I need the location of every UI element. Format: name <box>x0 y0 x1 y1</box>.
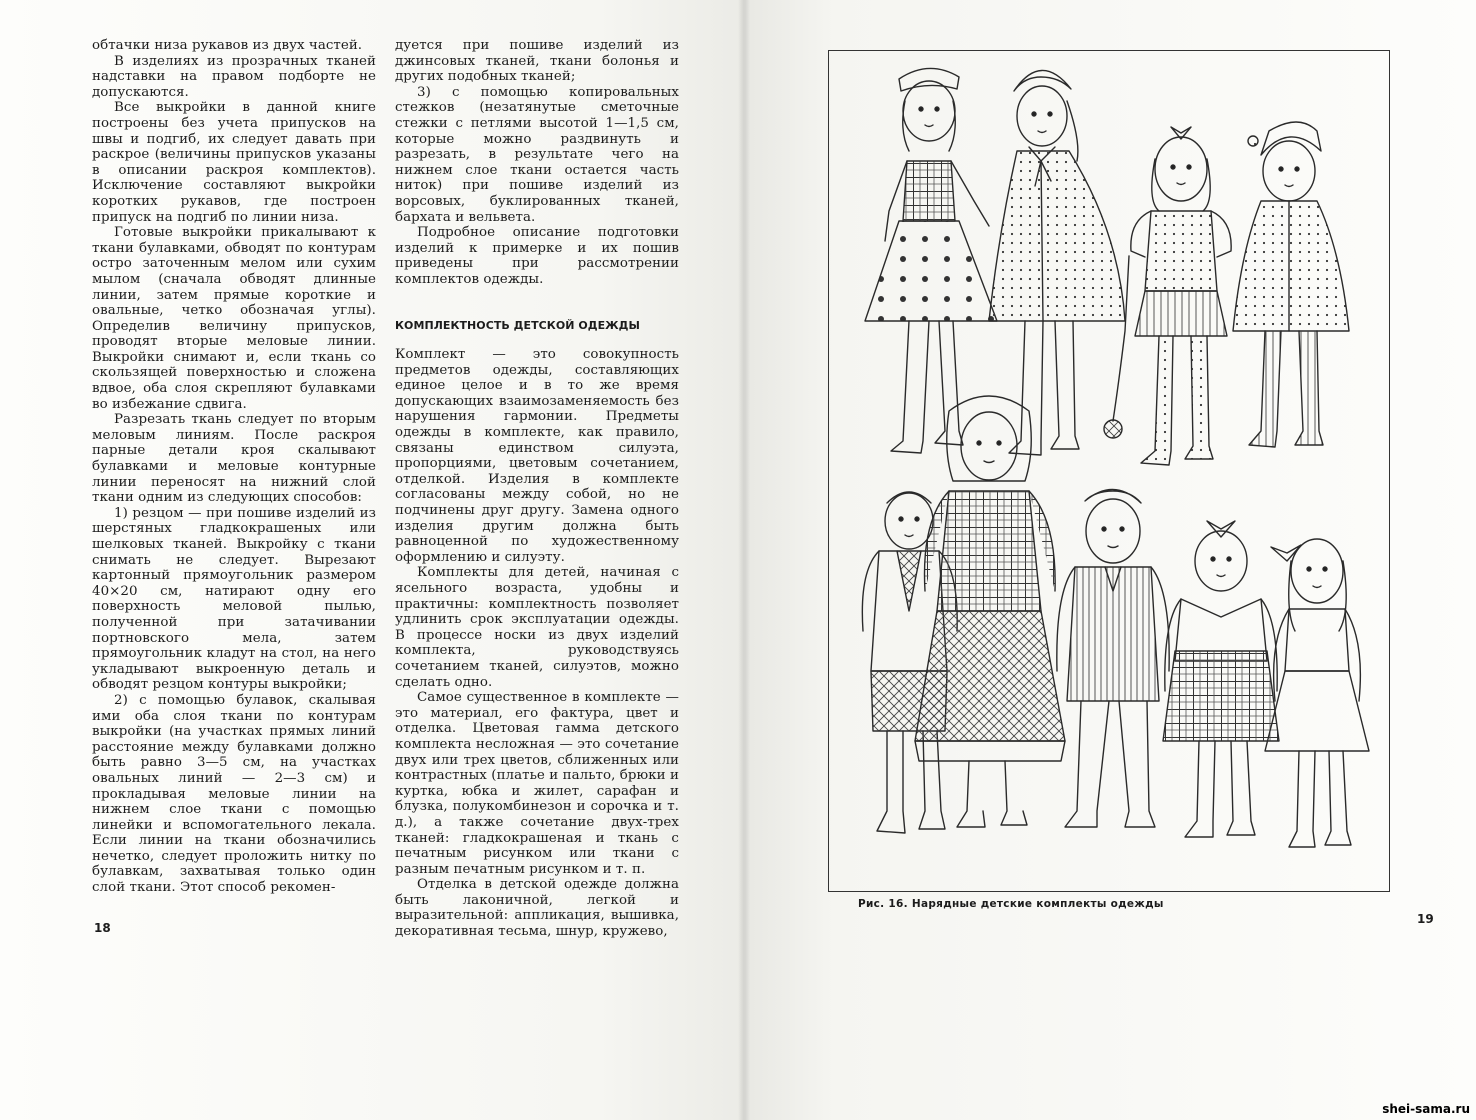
figure-girl-plaid-dress <box>915 396 1065 827</box>
paragraph: Подробное описание подготовки изделий к примерке и их пошив приведены при рассмотрении комплектов одежды. <box>395 225 679 287</box>
paragraph: Готовые выкройки прикалывают к ткани булавками, обводят по контурам остро заточенным мелом или сухим мылом (сначала обводят длинные линии, затем прямые короткие и овальные, четко обозначая углы). Определив величину припусков, проводят вторые меловые линии. Выкройки снимают и, если ткань со скользящей поверхностью и сложена вдвое, оба слоя скрепляют булавками во избежание сдвига. <box>92 225 376 412</box>
figure-girl-coat <box>1233 122 1349 447</box>
paragraph: 1) резцом — при пошиве изделий из шерстяных гладкокрашеных или шелковых тканей. Выкройку с ткани снимать не следует. Вырезают картонный прямоугольник размером 40×20 см, натирают одну его поверхность меловой пылью, полученной при затачивании портновского мела, затем прямоугольник кладут на стол, на него укладывают выкроенную деталь и обводят резцом контуры выкройки; <box>92 505 376 693</box>
watermark: shei-sama.ru <box>1382 1102 1470 1116</box>
figure-caption: Рис. 16. Нарядные детские комплекты одежды <box>858 898 1164 910</box>
paragraph: дуется при пошиве изделий из джинсовых тканей, ткани болонья и других подобных тканей; <box>395 38 679 85</box>
figure-girl-bow-plaid <box>1163 521 1279 837</box>
figure-girl-long-dress <box>1265 539 1369 847</box>
book-gutter <box>738 0 750 1120</box>
paragraph: Самое существенное в комплекте — это материал, его фактура, цвет и отделка. Цветовая гамма детского комплекта несложная — это сочетание двух или трех цветов, сближенных или контрастных (платье и пальто, брюки и куртка, юбка и жилет, сарафан и блузка, полукомбинезон и сорочка и т. д.), а также сочетание двух-трех тканей: гладкокрашеная и ткань с печатным рисунком или ткани с разным печатным рисунком и т. п. <box>395 690 679 877</box>
paragraph: Отделка в детской одежде должна быть лаконичной, легкой и выразительной: аппликация, вышивка, декоративная тесьма, шнур, кружево, <box>395 877 679 940</box>
figure-girl-sundress <box>865 68 997 453</box>
section-heading: КОМПЛЕКТНОСТЬ ДЕТСКОЙ ОДЕЖДЫ <box>395 318 640 332</box>
illustration-frame <box>828 50 1390 892</box>
paragraph: 2) с помощью булавок, скалывая ими оба слоя ткани по контурам выкройки (на участках прямых линий расстояние между булавками должно быть равно 3—5 см, на участках овальных линий — 2—3 см) и прокладывая меловые линии на нижнем слое ткани с помощью линейки и вспомогательного лекала. Если линии на ткани обозначились нечетко, следует проложить нитку по булавкам, захватывая только один слой ткани. Этот способ рекомен- <box>92 692 376 896</box>
text-column-1 <box>92 38 376 896</box>
page-number-left: 18 <box>94 921 111 935</box>
paragraph: обтачки низа рукавов из двух частей. <box>92 38 363 53</box>
figure-girl-cape <box>989 70 1125 455</box>
children-clothing-illustration <box>829 51 1389 891</box>
text-column-2 <box>395 38 679 940</box>
paragraph: Все выкройки в данной книге построены без учета припусков на швы и подгиб, их следует давать при раскрое (величины припусков указаны в описании раскроя комплектов). Исключение составляют выкройки коротких рукавов, где построен припуск на подгиб по линии низа. <box>92 100 376 225</box>
page-number-right: 19 <box>1417 912 1434 926</box>
paragraph: Комплект — это совокупность предметов одежды, составляющих единое целое и в то же время допускающих взаимозаменяемость без нарушения гармонии. Предметы одежды в комплекте, как правило, связаны единством силуэта, пропорциями, цветовым сочетанием, отделкой. Изделия в комплекте согласованы между собой, но не подчинены друг другу. Замена одного изделия другим должна быть равноценной по художественному оформлению и силуэту. <box>395 347 679 565</box>
paragraph: 3) с помощью копировальных стежков (незатянутые сметочные стежки с петлями высотой 1—1,5 см, которые можно раздвинуть и разрезать, в результате чего на нижнем слое ткани остается часть ниток) при пошиве изделий из ворсовых, буклированных тканей, бархата и вельвета. <box>395 84 679 225</box>
paragraph: В изделиях из прозрачных тканей надставки на правом подборте не допускаются. <box>92 53 376 100</box>
paragraph: Разрезать ткань следует по вторым меловым линиям. После раскроя парные детали кроя скалывают булавками и меловые контурные линии переносят на нижний слой ткани одним из следующих способов: <box>92 412 376 506</box>
paragraph: Комплекты для детей, начиная с ясельного возраста, удобны и практичны: комплектность позволяет удлинить срок эксплуатации одежды. В процессе носки из двух изделий комплекта, руководствуясь сочетанием тканей, силуэтов, можно сделать одно. <box>395 565 679 690</box>
figure-boy-suit <box>1057 489 1169 827</box>
